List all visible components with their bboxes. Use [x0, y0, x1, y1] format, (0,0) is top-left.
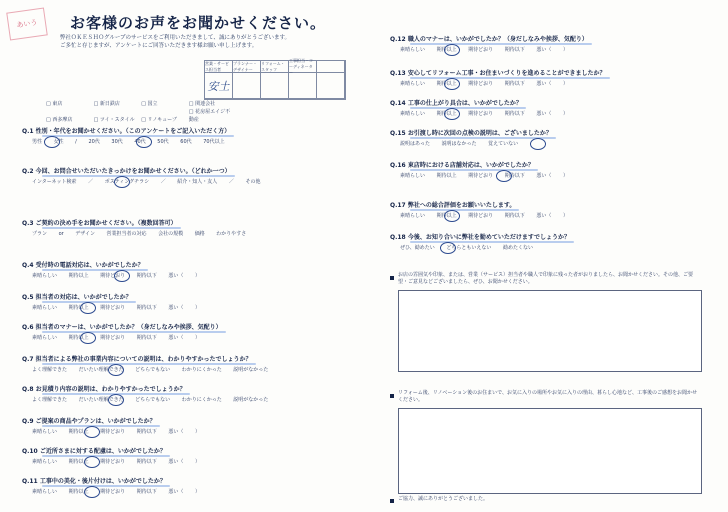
- answer-circle: [444, 210, 460, 222]
- staff-signature: 安土: [205, 73, 233, 99]
- options-8: よく理解できた だいたい理解できた どちらでもない わかりにくかった 説明がなかった: [32, 397, 269, 403]
- comment-prompt-1: お店の雰囲気や印象、または、営業（サービス）担当者や職人で印象に残った者がおりましたら、お聞かせください。その他、ご要望・ご意見などございましたら、ぜひ、お聞かせください。: [398, 272, 694, 285]
- comment-box-1[interactable]: [398, 290, 702, 372]
- answer-circle: [84, 426, 100, 438]
- answer-circle: [80, 302, 96, 314]
- options-9: 素晴らしい 期待以上 期待どおり 期待以下 悪い（ ）: [32, 429, 200, 435]
- question-9: Q.9 ご提案の商品やプランは、いかがでしたか？: [22, 418, 156, 425]
- question-8: Q.8 お見積り内容の説明は、わかりやすかったでしょうか？: [22, 386, 186, 393]
- footer-bullet: [390, 499, 394, 503]
- options-4: 素晴らしい 期待以上 期待どおり 期待以下 悪い（ ）: [32, 273, 200, 279]
- answer-circle: [444, 78, 460, 90]
- answer-circle: [444, 44, 460, 56]
- options-15: 説明はあった 説明はなかった 覚えていない: [400, 141, 519, 147]
- question-2: Q.2 今回、お問合せいただいたきっかけをお聞かせください。（どれか一つ）: [22, 168, 231, 175]
- options-1: 男性 女性 / 20代 30代 40代 50代 60代 70代以上: [32, 139, 225, 145]
- answer-circle: [114, 270, 130, 282]
- answer-circle: [84, 486, 100, 498]
- options-7: よく理解できた だいたい理解できた どちらでもない わかりにくかった 説明がなかった: [32, 367, 269, 373]
- stamp: あいう: [6, 7, 48, 40]
- page-title: お客様のお声をお聞かせください。: [70, 14, 327, 32]
- question-15: Q.15 お引渡し時に次回の点検の説明は、ございましたか？: [390, 130, 552, 137]
- answer-circle: [114, 176, 130, 188]
- department-list: □ 東店 □ 新日鉄店 □ 国立 □ 関連会社 □ 西多摩店 □ ツイ・スタイル □ リノキューブ □ 花房屋エイジ不動産: [46, 101, 231, 123]
- comment-box-2[interactable]: [398, 408, 702, 494]
- question-12: Q.12 職人のマナーは、いかがでしたか？（身だしなみや挨拶、気配り）: [390, 36, 588, 43]
- question-1: Q.1 性別・年代をお聞かせください。（このアンケートをご記入いただく方）: [22, 128, 231, 135]
- question-7: Q.7 担当者による弊社の事業内容についての説明は、わかりやすかったでしょうか？: [22, 356, 252, 363]
- question-18: Q.18 今後、お知り合いに弊社を勧めていただけますでしょうか？: [390, 234, 570, 241]
- question-16: Q.16 東店時における店舗対応は、いかがでしたか？: [390, 162, 534, 169]
- question-14: Q.14 工事の仕上がり具合は、いかがでしたか？: [390, 100, 522, 107]
- comment-prompt-2: リフォーム後、リノベーション後のお住まいで、お気に入りの場所やお気に入りの理由、暮らし心地など、工事後のご感想をお聞かせください。: [398, 390, 698, 403]
- options-14: 素晴らしい 期待以上 期待どおり 期待以下 悪い（ ）: [400, 111, 568, 117]
- options-3: プラン or デザイン 営業担当者の対応 会社の規模 価格 わかりやすさ: [32, 231, 247, 237]
- answer-circle: [108, 364, 124, 376]
- staff-table: 営業・サービス担当者 プランナー・デザイナー リフォーム・スタッフ 工事担当・コーディネーター 安土: [204, 60, 346, 100]
- question-5: Q.5 担当者の対応は、いかがでしたか？: [22, 294, 132, 301]
- question-4: Q.4 受付時の電話対応は、いかがでしたか？: [22, 262, 144, 269]
- options-10: 素晴らしい 期待以上 期待どおり 期待以下 悪い（ ）: [32, 459, 200, 465]
- intro-text: 弊社ＯＫＥＳＨＯグループのサービスをご利用いただきまして、誠にありがとうございます。 ご多忙と存じますが、アンケートにご回答いただきます様お願い申し上げます。: [60, 35, 291, 49]
- options-12: 素晴らしい 期待以上 期待どおり 期待以下 悪い（ ）: [400, 47, 568, 53]
- answer-circle: [444, 108, 460, 120]
- options-2: インターネット検索 ／ ポスティングチラシ ／ 紹介・知人・友人 ／ その他: [32, 179, 261, 185]
- question-3: Q.3 ご契約の決め手をお聞かせください。（複数回答可）: [22, 220, 177, 227]
- options-18: ぜひ、勧めたい どちらともいえない 勧めたくない: [400, 245, 533, 251]
- footer-thanks: ご協力、誠にありがとうございました。: [398, 496, 489, 502]
- comment-bullet: [390, 394, 394, 398]
- question-6: Q.6 担当者のマナーは、いかがでしたか？（身だしなみや挨拶、気配り）: [22, 324, 222, 331]
- question-11: Q.11 工事中の美化・後片付けは、いかがでしたか？: [22, 478, 166, 485]
- options-6: 素晴らしい 期待以上 期待どおり 期待以下 悪い（ ）: [32, 335, 200, 341]
- options-5: 素晴らしい 期待以上 期待どおり 期待以下 悪い（ ）: [32, 305, 200, 311]
- question-10: Q.10 ご近所さまに対する配慮は、いかがでしたか？: [22, 448, 166, 455]
- answer-circle: [496, 170, 512, 182]
- question-17: Q.17 弊社への総合評価をお願いいたします。: [390, 202, 516, 209]
- answer-circle: [440, 242, 456, 254]
- answer-circle: [136, 136, 152, 148]
- options-17: 素晴らしい 期待以上 期待どおり 期待以下 悪い（ ）: [400, 213, 568, 219]
- answer-circle: [84, 456, 100, 468]
- answer-circle: [80, 332, 96, 344]
- question-13: Q.13 安心してリフォーム工事・お住まいづくりを進めることができましたか？: [390, 70, 606, 77]
- answer-circle: [44, 136, 60, 148]
- answer-circle: [530, 138, 546, 150]
- comment-bullet: [390, 276, 394, 280]
- answer-circle: [108, 394, 124, 406]
- options-16: 素晴らしい 期待以上 期待どおり 期待以下 悪い（ ）: [400, 173, 568, 179]
- options-11: 素晴らしい 期待以上 期待どおり 期待以下 悪い（ ）: [32, 489, 200, 495]
- options-13: 素晴らしい 期待以上 期待どおり 期待以下 悪い（ ）: [400, 81, 568, 87]
